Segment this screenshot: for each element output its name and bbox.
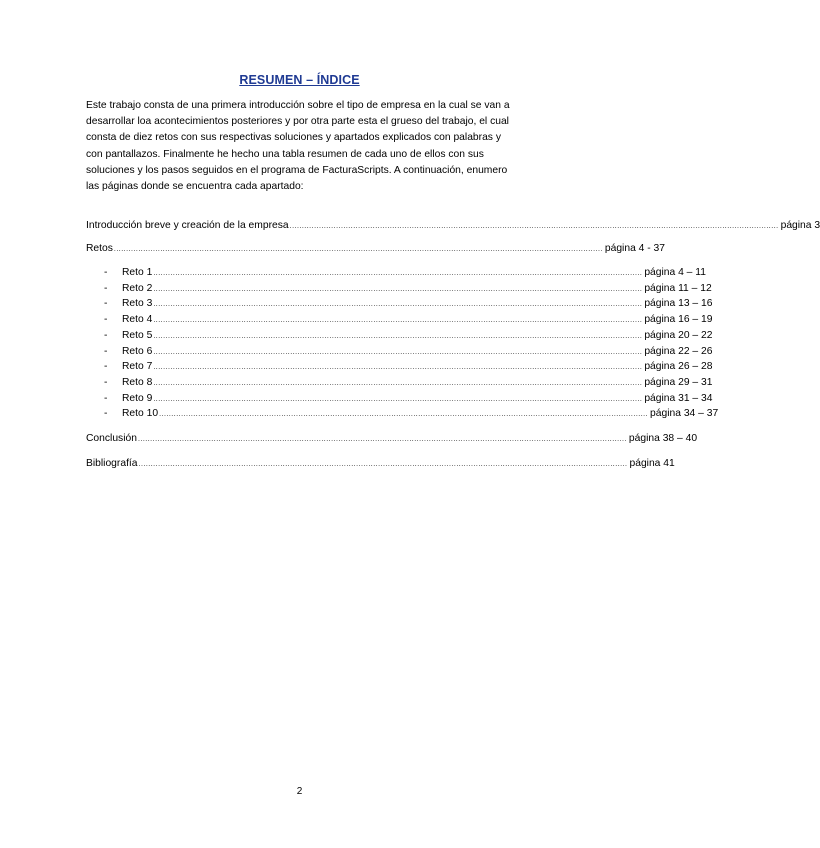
toc-entry-reto	[122, 360, 713, 374]
toc-entry-conclusion	[86, 432, 698, 446]
toc-bullet: -	[104, 392, 108, 404]
toc-entry-label: Bibliografía	[86, 458, 138, 469]
toc-entry-reto	[122, 407, 719, 421]
toc-entry-label: Reto 2	[122, 282, 153, 294]
toc-entry-reto	[122, 297, 713, 311]
toc-entry-reto	[122, 329, 713, 343]
toc-entry-page: página 41	[629, 458, 675, 469]
toc-entry-label: Introducción breve y creación de la empresa	[86, 220, 289, 231]
toc-entry-page: página 3	[780, 220, 820, 231]
toc-leader-dots: ........................................................................................................................................................................................................	[137, 436, 627, 443]
toc-entry-label: Conclusión	[86, 433, 137, 444]
toc-leader-dots: ........................................................................................................................................................................................................	[138, 461, 628, 468]
toc-leader-dots: ........................................................................................................................................................................................................	[153, 364, 643, 372]
toc-entry-label: Reto 5	[122, 329, 153, 341]
toc-entry-label: Reto 4	[122, 314, 153, 326]
toc-entry-page: página 20 – 22	[644, 329, 713, 341]
toc-leader-dots: ........................................................................................................................................................................................................	[289, 223, 779, 230]
toc-entry-label: Reto 7	[122, 361, 153, 373]
toc-entry-label: Retos	[86, 243, 113, 254]
toc-entry-page: página 4 - 37	[604, 243, 665, 254]
toc-entry-reto	[122, 392, 713, 406]
toc-entry-reto	[122, 345, 713, 359]
toc-bullet: -	[104, 376, 108, 388]
toc-leader-dots: ........................................................................................................................................................................................................	[153, 348, 643, 356]
toc-leader-dots: ........................................................................................................................................................................................................	[153, 301, 643, 309]
toc-bullet: -	[104, 361, 108, 373]
toc-leader-dots: ........................................................................................................................................................................................................	[153, 379, 643, 387]
toc-entry-page: página 22 – 26	[644, 345, 713, 357]
toc-entry-reto	[122, 282, 712, 296]
toc-leader-dots: ........................................................................................................................................................................................................	[153, 270, 643, 277]
toc-leader-dots: ........................................................................................................................................................................................................	[113, 246, 603, 253]
page-number: 2	[296, 786, 303, 797]
toc-entry-introduccion	[86, 219, 820, 233]
toc-entry-label: Reto 6	[122, 345, 153, 357]
toc-bullet: -	[104, 314, 108, 326]
toc-leader-dots: ........................................................................................................................................................................................................	[153, 317, 643, 325]
toc-entry-retos	[86, 242, 665, 256]
toc-bullet: -	[104, 329, 108, 341]
toc-entry-page: página 16 – 19	[644, 314, 713, 326]
document-title: RESUMEN – ÍNDICE	[239, 73, 360, 87]
toc-leader-dots: ........................................................................................................................................................................................................	[153, 395, 643, 403]
toc-entry-page: página 26 – 28	[644, 361, 713, 373]
toc-entry-reto	[122, 376, 713, 390]
toc-entry-label: Reto 8	[122, 376, 153, 388]
toc-entry-label: Reto 9	[122, 392, 153, 404]
toc-leader-dots: ........................................................................................................................................................................................................	[153, 332, 643, 340]
toc-bullet: -	[104, 298, 108, 310]
toc-bullet: -	[104, 267, 108, 278]
toc-bullet: -	[104, 282, 108, 294]
toc-entry-bibliografia	[86, 457, 675, 471]
toc-leader-dots: ........................................................................................................................................................................................................	[159, 411, 649, 419]
toc-bullet: -	[104, 408, 108, 420]
toc-entry-reto	[122, 313, 713, 327]
toc-entry-page: página 4 – 11	[644, 267, 706, 278]
toc-entry-reto	[122, 266, 706, 280]
toc-entry-label: Reto 1	[122, 267, 153, 278]
toc-entry-label: Reto 3	[122, 298, 153, 310]
toc-entry-label: Reto 10	[122, 408, 159, 420]
toc-entry-page: página 29 – 31	[644, 376, 713, 388]
toc-bullet: -	[104, 345, 108, 357]
toc-entry-page: página 11 – 12	[644, 282, 712, 294]
toc-entry-page: página 38 – 40	[628, 433, 698, 444]
intro-paragraph: Este trabajo consta de una primera introducción sobre el tipo de empresa en la cual se van a desarrollar loa acontecimientos posteriores y por otra parte esta el grueso del trabajo, el cual consta de diez retos con sus respectivas soluciones y apartados explicados con palabras y con pantallazos. Finalmente he hecho una tabla resumen de cada uno de ellos con sus soluciones y los pasos seguidos en el programa de FacturaScripts. A continuación, enumero las páginas donde se encuentra cada apartado:	[86, 100, 510, 193]
toc-entry-page: página 31 – 34	[644, 392, 713, 404]
toc-leader-dots: ........................................................................................................................................................................................................	[153, 285, 643, 293]
toc-entry-page: página 34 – 37	[650, 408, 719, 420]
toc-entry-page: página 13 – 16	[644, 298, 713, 310]
